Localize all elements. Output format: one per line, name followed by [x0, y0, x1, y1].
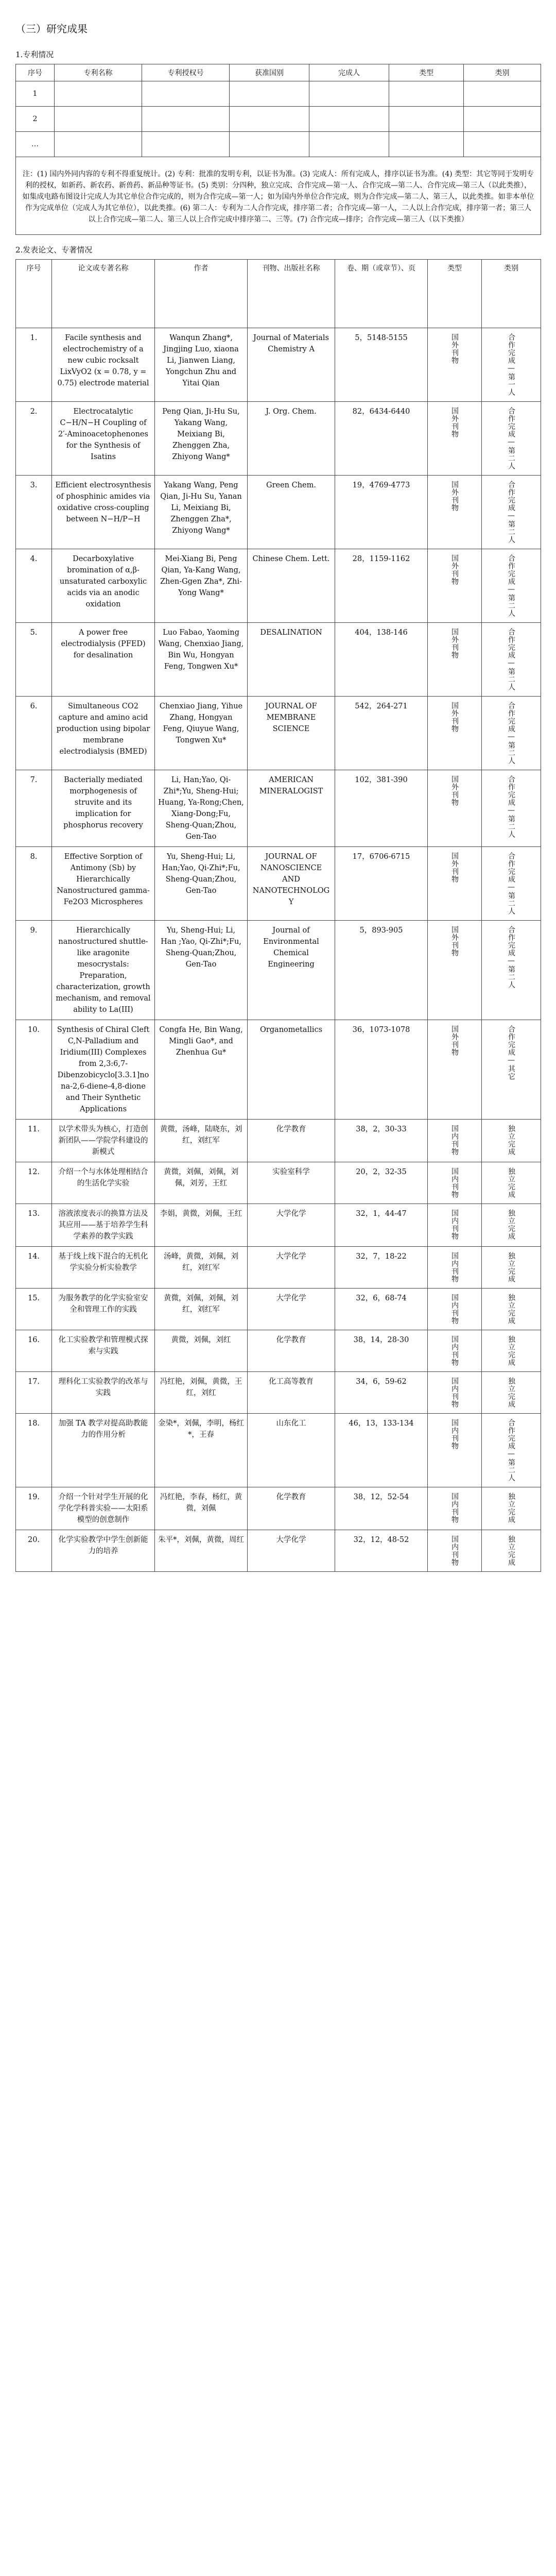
patent-row — [16, 81, 541, 107]
paper-type-cell — [428, 1530, 482, 1572]
paper-type-cell — [428, 476, 482, 549]
header-cell: 专利授权号 — [142, 64, 230, 81]
paper-category-cell — [482, 476, 541, 549]
paper-journal-cell: Journal of Materials Chemistry A — [248, 328, 335, 402]
paper-row — [16, 847, 541, 921]
patents-header-row — [16, 64, 541, 81]
paper-authors-cell: 黄微，汤峰，陆晓东，刘红，刘红军 — [155, 1120, 248, 1162]
paper-title-cell: Efficient electrosynthesis of phosphinic amides via oxidative cross-coupling between N−H/P−H — [52, 476, 155, 549]
paper-row — [16, 328, 541, 402]
header-cell: 序号 — [16, 64, 55, 81]
paper-category-text: 独立完成 — [507, 1252, 515, 1283]
header-cell: 完成人 — [309, 64, 389, 81]
paper-index-cell: 12. — [16, 1162, 52, 1204]
paper-category-cell — [482, 328, 541, 402]
paper-authors-cell: Mei-Xiang Bi, Peng Qian, Ya-Kang Wang, Zhen-Ggen Zha*, Zhi-Yong Wang* — [155, 549, 248, 623]
paper-row — [16, 1530, 541, 1572]
patent-inventors-cell — [309, 132, 389, 157]
paper-row — [16, 549, 541, 623]
paper-pages-cell: 38，2，30-33 — [335, 1120, 428, 1162]
paper-pages-cell: 32，1，44-47 — [335, 1204, 428, 1247]
paper-pages-cell: 36，1073-1078 — [335, 1020, 428, 1120]
paper-title-cell: 基于线上线下混合的无机化学实验分析实验教学 — [52, 1247, 155, 1289]
patent-country-cell — [230, 132, 309, 157]
paper-pages-cell: 46，13，133-134 — [335, 1414, 428, 1487]
paper-index-cell: 6. — [16, 697, 52, 770]
paper-index-cell: 2. — [16, 402, 52, 476]
paper-title-cell: 为服务教学的化学实验室安全和管理工作的实践 — [52, 1289, 155, 1330]
paper-authors-cell: 冯红艳，刘佩，黄微，王红，刘红 — [155, 1372, 248, 1414]
patent-category-cell — [464, 132, 541, 157]
header-cell: 刊物、出版社名称 — [248, 260, 335, 328]
paper-title-cell: 介绍一个针对学生开展的化学化学科普实验——太阳系模型的创意制作 — [52, 1487, 155, 1530]
paper-row — [16, 1414, 541, 1487]
paper-authors-cell: 冯红艳，李春，杨红，黄微，刘佩 — [155, 1487, 248, 1530]
paper-category-text: 独立完成 — [507, 1294, 515, 1325]
paper-type-text: 国外刊物 — [450, 554, 459, 585]
paper-type-cell — [428, 1289, 482, 1330]
paper-type-text: 国内刊物 — [450, 1125, 459, 1156]
paper-type-text: 国内刊物 — [450, 1493, 459, 1523]
patent-type-cell — [389, 132, 464, 157]
paper-journal-cell: 化学教育 — [248, 1487, 335, 1530]
paper-journal-cell: 大学化学 — [248, 1530, 335, 1572]
paper-title-cell: A power free electrodialysis (PFED) for desalination — [52, 623, 155, 697]
paper-authors-cell: Chenxiao Jiang, Yihue Zhang, Hongyan Feng, Qiuyue Wang, Tongwen Xu* — [155, 697, 248, 770]
paper-index-cell: 17. — [16, 1372, 52, 1414]
patents-notes-row — [16, 157, 541, 235]
paper-journal-cell: 山东化工 — [248, 1414, 335, 1487]
paper-type-text: 国外刊物 — [450, 407, 459, 438]
paper-type-cell — [428, 1162, 482, 1204]
patents-body — [16, 81, 541, 157]
patent-grant-no-cell — [142, 81, 230, 107]
paper-type-text: 国外刊物 — [450, 1025, 459, 1056]
paper-pages-cell: 38，14，28-30 — [335, 1330, 428, 1372]
paper-type-text: 国内刊物 — [450, 1167, 459, 1198]
paper-category-text: 独立完成 — [507, 1167, 515, 1198]
paper-journal-cell: 大学化学 — [248, 1204, 335, 1247]
paper-category-text: 合作完成—第一人 — [507, 333, 515, 396]
paper-type-cell — [428, 402, 482, 476]
paper-journal-cell: Chinese Chem. Lett. — [248, 549, 335, 623]
papers-header-row — [16, 260, 541, 328]
paper-category-cell — [482, 921, 541, 1020]
paper-pages-cell: 5，5148-5155 — [335, 328, 428, 402]
paper-journal-cell: 化学教育 — [248, 1120, 335, 1162]
header-cell: 序号 — [16, 260, 52, 328]
paper-authors-cell: Peng Qian, Ji-Hu Su, Yakang Wang, Meixiang Bi, Zhenggen Zha, Zhiyong Wang* — [155, 402, 248, 476]
paper-category-text: 合作完成—第二人 — [507, 702, 515, 765]
paper-row — [16, 1289, 541, 1330]
paper-index-cell: 20. — [16, 1530, 52, 1572]
paper-category-text: 合作完成—第二人 — [507, 481, 515, 544]
paper-index-cell: 13. — [16, 1204, 52, 1247]
paper-category-text: 合作完成—第二人 — [507, 775, 515, 838]
paper-category-cell — [482, 1372, 541, 1414]
paper-category-text: 独立完成 — [507, 1493, 515, 1523]
paper-journal-cell: AMERICAN MINERALOGIST — [248, 770, 335, 847]
paper-authors-cell: 黄微，刘佩，刘佩，刘佩，刘芳，王红 — [155, 1162, 248, 1204]
paper-category-text: 合作完成—第二人 — [507, 1419, 515, 1482]
paper-title-cell: Hierarchically nanostructured shuttle-like aragonite mesocrystals: Preparation, characterization, growth mechanism, and removal ability to La(III) — [52, 921, 155, 1020]
paper-category-text: 独立完成 — [507, 1377, 515, 1408]
paper-type-cell — [428, 623, 482, 697]
paper-row — [16, 623, 541, 697]
paper-type-cell — [428, 1020, 482, 1120]
paper-index-cell: 1. — [16, 328, 52, 402]
patent-type-cell — [389, 81, 464, 107]
paper-authors-cell: 黄微，刘佩，刘佩，刘红，刘红军 — [155, 1289, 248, 1330]
paper-title-cell: 理科化工实验教学的改革与实践 — [52, 1372, 155, 1414]
papers-table — [15, 259, 541, 1572]
paper-authors-cell: Yakang Wang, Peng Qian, Ji-Hu Su, Yanan Li, Meixiang Bi, Zhenggen Zha*, Zhiyong Wang* — [155, 476, 248, 549]
paper-category-text: 合作完成—第二人 — [507, 554, 515, 617]
header-cell: 类别 — [482, 260, 541, 328]
paper-journal-cell: Organometallics — [248, 1020, 335, 1120]
paper-pages-cell: 32，7，18-22 — [335, 1247, 428, 1289]
paper-pages-cell: 32，12，48-52 — [335, 1530, 428, 1572]
paper-pages-cell: 38，12，52-54 — [335, 1487, 428, 1530]
paper-title-cell: Decarboxylative bromination of α,β-unsaturated carboxylic acids via an anodic oxidation — [52, 549, 155, 623]
paper-category-cell — [482, 1120, 541, 1162]
paper-category-cell — [482, 1330, 541, 1372]
paper-row — [16, 1120, 541, 1162]
paper-index-cell: 5. — [16, 623, 52, 697]
patent-name-cell — [55, 107, 142, 132]
header-cell: 获准国别 — [230, 64, 309, 81]
paper-category-text: 合作完成—第二人 — [507, 628, 515, 691]
paper-type-cell — [428, 697, 482, 770]
paper-index-cell: 11. — [16, 1120, 52, 1162]
paper-type-cell — [428, 1120, 482, 1162]
paper-authors-cell: 李娟，黄微，刘佩，王红 — [155, 1204, 248, 1247]
patents-subtitle: 1.专利情况 — [15, 50, 54, 59]
papers-subtitle: 2.发表论文、专著情况 — [15, 245, 93, 255]
paper-title-cell: Effective Sorption of Antimony (Sb) by Hierarchically Nanostructured gamma-Fe2O3 Microspheres — [52, 847, 155, 921]
paper-type-cell — [428, 770, 482, 847]
paper-type-cell — [428, 921, 482, 1020]
header-cell: 作者 — [155, 260, 248, 328]
paper-pages-cell: 19，4769-4773 — [335, 476, 428, 549]
paper-row — [16, 1162, 541, 1204]
paper-index-cell: 16. — [16, 1330, 52, 1372]
paper-category-cell — [482, 1487, 541, 1530]
paper-type-text: 国外刊物 — [450, 852, 459, 883]
research-results — [15, 21, 541, 1572]
paper-authors-cell: Yu, Sheng-Hui; Li, Han ;Yao, Qi-Zhi*;Fu, Sheng-Quan;Zhou, Gen-Tao — [155, 921, 248, 1020]
paper-title-cell: Simultaneous CO2 capture and amino acid production using bipolar membrane electrodialysis (BMED) — [52, 697, 155, 770]
paper-title-cell: 化学实验教学中学生创新能力的培养 — [52, 1530, 155, 1572]
paper-journal-cell: 化工高等教育 — [248, 1372, 335, 1414]
paper-category-cell — [482, 1204, 541, 1247]
paper-authors-cell: Yu, Sheng-Hui; Li, Han;Yao, Qi-Zhi*;Fu, Sheng-Quan;Zhou, Gen-Tao — [155, 847, 248, 921]
paper-category-text: 独立完成 — [507, 1535, 515, 1566]
paper-pages-cell: 102，381-390 — [335, 770, 428, 847]
paper-index-cell: 19. — [16, 1487, 52, 1530]
paper-authors-cell: Li, Han;Yao, Qi-Zhi*;Yu, Sheng-Hui; Huang, Ya-Rong;Chen, Xiang-Dong;Fu, Sheng-Quan;Zhou, Gen-Tao — [155, 770, 248, 847]
paper-category-cell — [482, 1020, 541, 1120]
paper-type-cell — [428, 847, 482, 921]
paper-category-text: 独立完成 — [507, 1335, 515, 1366]
paper-type-cell — [428, 1247, 482, 1289]
paper-index-cell: 18. — [16, 1414, 52, 1487]
paper-authors-cell: Wanqun Zhang*, Jingjing Luo, xiaona Li, Jianwen Liang, Yongchun Zhu and Yitai Qian — [155, 328, 248, 402]
paper-type-text: 国内刊物 — [450, 1377, 459, 1408]
header-cell: 类型 — [428, 260, 482, 328]
paper-title-cell: 介绍一个与水体处理相结合的生活化学实验 — [52, 1162, 155, 1204]
paper-title-cell: Facile synthesis and electrochemistry of a new cubic rocksalt LixVyO2 (x = 0.78, y = 0.75) electrode material — [52, 328, 155, 402]
paper-category-cell — [482, 697, 541, 770]
paper-category-text: 独立完成 — [507, 1125, 515, 1156]
paper-category-cell — [482, 847, 541, 921]
paper-authors-cell: 金染*，刘佩，李明，杨红*，王春 — [155, 1414, 248, 1487]
paper-title-cell: 加强 TA 教学对提高助教能力的作用分析 — [52, 1414, 155, 1487]
paper-category-cell — [482, 1162, 541, 1204]
paper-title-cell: Bacterially mediated morphogenesis of struvite and its implication for phosphorus recovery — [52, 770, 155, 847]
paper-type-text: 国内刊物 — [450, 1335, 459, 1366]
header-cell: 论文或专著名称 — [52, 260, 155, 328]
paper-category-cell — [482, 549, 541, 623]
patent-country-cell — [230, 81, 309, 107]
header-cell: 卷、期（或章节）、页 — [335, 260, 428, 328]
paper-authors-cell: 汤峰，黄微，刘佩，刘红，刘红军 — [155, 1247, 248, 1289]
paper-type-text: 国内刊物 — [450, 1252, 459, 1283]
paper-type-cell — [428, 1204, 482, 1247]
patents-notes: 注：(1) 国内外同内容的专利不得重复统计。(2) 专利：批准的发明专利，以证书为准。(3) 完成人：所有完成人，排序以证书为准。(4) 类型：其它等同于发明专利的授权，如新药、新农药、新兽药、新品种等证书。(5) 类别：分四种，独立完成、合作完成—第一人、合作完成—第二人、合作完成—第三人（以此类推），如集成电路布图设计完成人为其它单位合作完成的，则为合作完成—第一人；如为国内外单位合作完成，则为合作完成—第二人、第三人，以此类推。如非本单位作为完成单位（完成人为其它单位），以此类推。(6) 第二人：专利为二人合作完成，排序第二者；合作完成—第一人，二人以上合作完成，排序第一者；第三人以上合作完成—第二人、第三人以上合作完成中排序第二、三等。(7) 合作完成—排序；合作完成—第三人（以下类推） — [16, 157, 541, 235]
paper-journal-cell: Journal of Environmental Chemical Engineering — [248, 921, 335, 1020]
paper-authors-cell: 朱平*，刘佩，黄微，周红 — [155, 1530, 248, 1572]
paper-row — [16, 1330, 541, 1372]
paper-category-text: 独立完成 — [507, 1209, 515, 1240]
patent-name-cell — [55, 81, 142, 107]
paper-index-cell: 10. — [16, 1020, 52, 1120]
paper-type-cell — [428, 549, 482, 623]
patent-inventors-cell — [309, 107, 389, 132]
paper-journal-cell: 实验室科学 — [248, 1162, 335, 1204]
paper-journal-cell: DESALINATION — [248, 623, 335, 697]
paper-row — [16, 770, 541, 847]
paper-pages-cell: 404，138-146 — [335, 623, 428, 697]
patent-row — [16, 132, 541, 157]
paper-journal-cell: J. Org. Chem. — [248, 402, 335, 476]
paper-pages-cell: 17，6706-6715 — [335, 847, 428, 921]
paper-type-cell — [428, 1330, 482, 1372]
paper-pages-cell: 32，6，68-74 — [335, 1289, 428, 1330]
paper-pages-cell: 20，2，32-35 — [335, 1162, 428, 1204]
patent-type-cell — [389, 107, 464, 132]
paper-index-cell: 4. — [16, 549, 52, 623]
paper-type-cell — [428, 1414, 482, 1487]
paper-row — [16, 402, 541, 476]
paper-authors-cell: Luo Fabao, Yaoming Wang, Chenxiao Jiang, Bin Wu, Hongyan Feng, Tongwen Xu* — [155, 623, 248, 697]
paper-row — [16, 1372, 541, 1414]
paper-type-cell — [428, 328, 482, 402]
paper-category-cell — [482, 1414, 541, 1487]
paper-title-cell: 化工实验教学和管理模式探索与实践 — [52, 1330, 155, 1372]
paper-type-text: 国内刊物 — [450, 1535, 459, 1566]
paper-index-cell: 14. — [16, 1247, 52, 1289]
paper-row — [16, 1020, 541, 1120]
paper-journal-cell: 大学化学 — [248, 1289, 335, 1330]
header-cell: 类型 — [389, 64, 464, 81]
section-title: （三）研究成果 — [15, 23, 88, 35]
paper-row — [16, 1487, 541, 1530]
patent-no-cell: … — [16, 132, 55, 157]
paper-title-cell: 溶液浓度表示的换算方法及其应用——基于培养学生科学素养的教学实践 — [52, 1204, 155, 1247]
paper-pages-cell: 82，6434-6440 — [335, 402, 428, 476]
paper-type-cell — [428, 1372, 482, 1414]
paper-category-text: 合作完成—第二人 — [507, 926, 515, 989]
paper-type-text: 国内刊物 — [450, 1294, 459, 1325]
paper-journal-cell: 大学化学 — [248, 1247, 335, 1289]
paper-type-text: 国外刊物 — [450, 481, 459, 512]
paper-journal-cell: JOURNAL OF NANOSCIENCE AND NANOTECHNOLOGY — [248, 847, 335, 921]
patent-no-cell: 1 — [16, 81, 55, 107]
paper-row — [16, 476, 541, 549]
paper-pages-cell: 28，1159-1162 — [335, 549, 428, 623]
paper-journal-cell: JOURNAL OF MEMBRANE SCIENCE — [248, 697, 335, 770]
patent-inventors-cell — [309, 81, 389, 107]
patent-category-cell — [464, 81, 541, 107]
paper-type-text: 国内刊物 — [450, 1419, 459, 1450]
patent-country-cell — [230, 107, 309, 132]
paper-type-text: 国外刊物 — [450, 775, 459, 806]
paper-category-cell — [482, 1530, 541, 1572]
patent-grant-no-cell — [142, 107, 230, 132]
paper-type-text: 国外刊物 — [450, 333, 459, 364]
paper-type-cell — [428, 1487, 482, 1530]
patent-row — [16, 107, 541, 132]
patents-table — [15, 64, 541, 235]
patent-grant-no-cell — [142, 132, 230, 157]
paper-title-cell: Electrocatalytic C−H/N−H Coupling of 2′-Aminoacetophenones for the Synthesis of Isatins — [52, 402, 155, 476]
patent-name-cell — [55, 132, 142, 157]
papers-body — [16, 328, 541, 1572]
paper-category-text: 合作完成—第二人 — [507, 407, 515, 470]
patent-category-cell — [464, 107, 541, 132]
paper-category-cell — [482, 770, 541, 847]
paper-index-cell: 15. — [16, 1289, 52, 1330]
paper-authors-cell: Congfa He, Bin Wang, Mingli Gao*, and Zhenhua Gu* — [155, 1020, 248, 1120]
paper-category-text: 合作完成—第二人 — [507, 852, 515, 915]
paper-row — [16, 1247, 541, 1289]
paper-pages-cell: 34，6，59-62 — [335, 1372, 428, 1414]
paper-category-cell — [482, 1289, 541, 1330]
paper-title-cell: Synthesis of Chiral Cleft C,N-Palladium and Iridium(III) Complexes from 2,3:6,7-Dibenzobicyclo[3.3.1]nona-2,6-diene-4,8-dione and Their Synthetic Applications — [52, 1020, 155, 1120]
paper-category-cell — [482, 1247, 541, 1289]
paper-row — [16, 921, 541, 1020]
paper-authors-cell: 黄微，刘佩，刘红 — [155, 1330, 248, 1372]
paper-pages-cell: 5，893-905 — [335, 921, 428, 1020]
paper-title-cell: 以学术带头为核心，打造创新团队——学院学科建设的新模式 — [52, 1120, 155, 1162]
paper-index-cell: 9. — [16, 921, 52, 1020]
paper-index-cell: 7. — [16, 770, 52, 847]
header-cell: 专利名称 — [55, 64, 142, 81]
paper-journal-cell: Green Chem. — [248, 476, 335, 549]
paper-row — [16, 697, 541, 770]
patent-no-cell: 2 — [16, 107, 55, 132]
paper-index-cell: 3. — [16, 476, 52, 549]
paper-category-text: 合作完成—其它 — [507, 1025, 515, 1080]
paper-type-text: 国外刊物 — [450, 926, 459, 957]
paper-type-text: 国外刊物 — [450, 702, 459, 733]
paper-index-cell: 8. — [16, 847, 52, 921]
paper-journal-cell: 化学教育 — [248, 1330, 335, 1372]
paper-type-text: 国外刊物 — [450, 628, 459, 659]
header-cell: 类别 — [464, 64, 541, 81]
paper-pages-cell: 542，264-271 — [335, 697, 428, 770]
paper-category-cell — [482, 623, 541, 697]
paper-category-cell — [482, 402, 541, 476]
paper-row — [16, 1204, 541, 1247]
paper-type-text: 国内刊物 — [450, 1209, 459, 1240]
